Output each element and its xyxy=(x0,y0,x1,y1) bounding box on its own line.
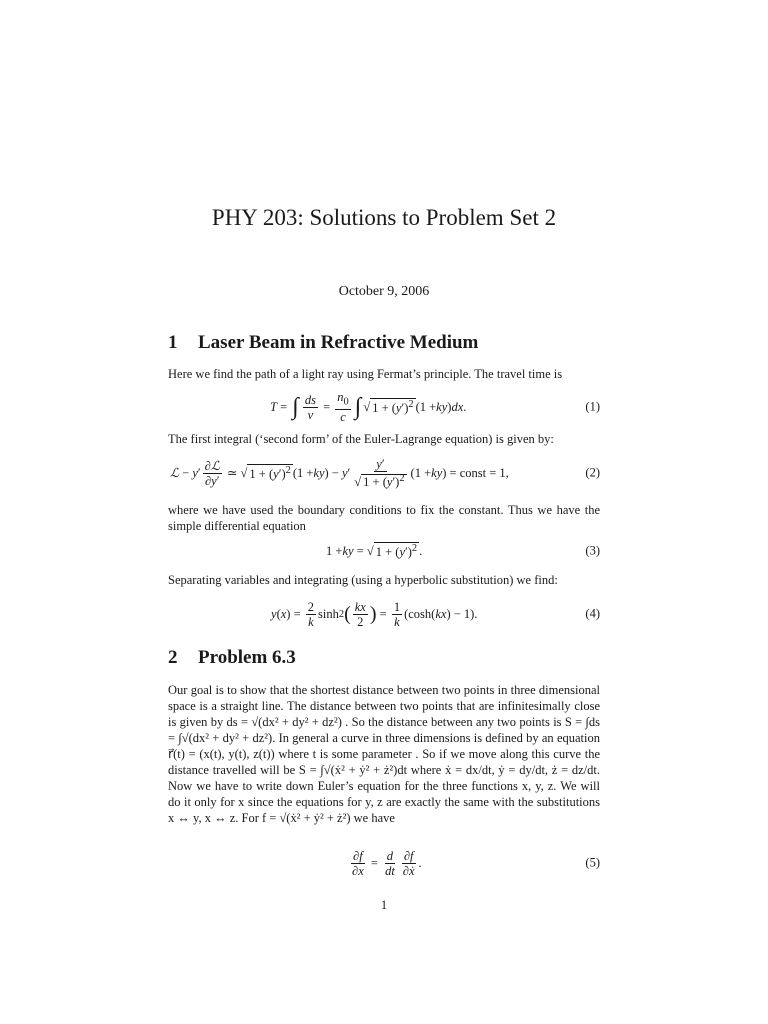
document-date: October 9, 2006 xyxy=(338,284,430,299)
equation-number: (1) xyxy=(585,399,600,414)
equation-number: (4) xyxy=(585,606,600,621)
equation-body: 1 + ky = √ $1 + (y')^2$ . xyxy=(326,542,423,560)
equation-body: y ( x ) = $\frac{2}{k}$ sinh 2 ( $\frac{kx}{2}$ ) = $\frac{1}{k}$ (cosh( kx ) − 1). xyxy=(271,599,478,629)
equation-2 xyxy=(168,453,600,493)
paragraph-1: Here we find the path of a light ray using Fermat’s principle. The travel time is xyxy=(168,367,563,381)
equation-5 xyxy=(168,843,600,883)
document-title: PHY 203: Solutions to Problem Set 2 xyxy=(211,205,557,230)
equation-3 xyxy=(168,536,600,566)
paragraph-2: The first integral (‘second form’ of the Euler-Lagrange equation) is given by: xyxy=(168,432,554,446)
paragraph-4: Separating variables and integrating (using a hyperbolic substitution) we find: xyxy=(168,573,558,587)
equation-4 xyxy=(168,594,600,634)
section-title: Problem 6.3 xyxy=(198,647,296,668)
equation-body: T = ∫ $\frac{ds}{v}$ = $\frac{n_0}{c}$ ∫ √ $1 + (y')^2$ (1 + ky ) dx . xyxy=(270,389,467,425)
equation-number: (3) xyxy=(585,543,600,558)
equation-body: $\frac{\partial f}{\partial x}$ = $\frac{d}{dt}$ $\frac{\partial f}{\text{∂ẋ}}$ . xyxy=(352,848,422,878)
section-heading-2 xyxy=(168,647,296,669)
page-number: 1 xyxy=(380,898,388,912)
section-number: 1 xyxy=(168,332,178,353)
equation-number: (2) xyxy=(585,465,600,480)
section-title: Laser Beam in Refractive Medium xyxy=(198,332,479,353)
section-heading-1 xyxy=(168,332,478,354)
section-number: 2 xyxy=(168,647,178,668)
paragraph-3: where we have used the boundary conditions to fix the constant. Thus we have the simple differential equation xyxy=(168,503,600,533)
equation-body: ℒ − y ′ $\frac{\text{∂ℒ}}{\partial y'}$ ≃ √ $1 + (y')^2$ (1 + ky ) − y ′ $\frac{y'}{√ 1 + (y')^2}$ (1 + ky ) = const = 1, xyxy=(170,456,509,490)
equation-1 xyxy=(168,387,600,427)
paragraph-5: Our goal is to show that the shortest distance between two points in three dimensional space is a straight line. The distance between two points that are infinitesimally close is given by ds = √(dx² + dy² + dz²) . So the distance between any two points is S = ∫ds = ∫√(dx² + dy² + dz²). In general a curve in three dimensions is defined by an equation r⃗(t) = (x(t), y(t), z(t)) where t is some parameter . So if we move along this curve the distance travelled will be S = ∫√(ẋ² + ẏ² + ż²)dt where ẋ = dx/dt, ẏ = dy/dt, ż = dz/dt. Now we have to write down Euler’s equation for the three functions x, y, z. We will do it only for x since the equations for y, z are exactly the same with the substitutions x ↔ y, x ↔ z. For f = √(ẋ² + ẏ² + ż²) we have xyxy=(168,683,600,825)
equation-number: (5) xyxy=(585,855,600,870)
